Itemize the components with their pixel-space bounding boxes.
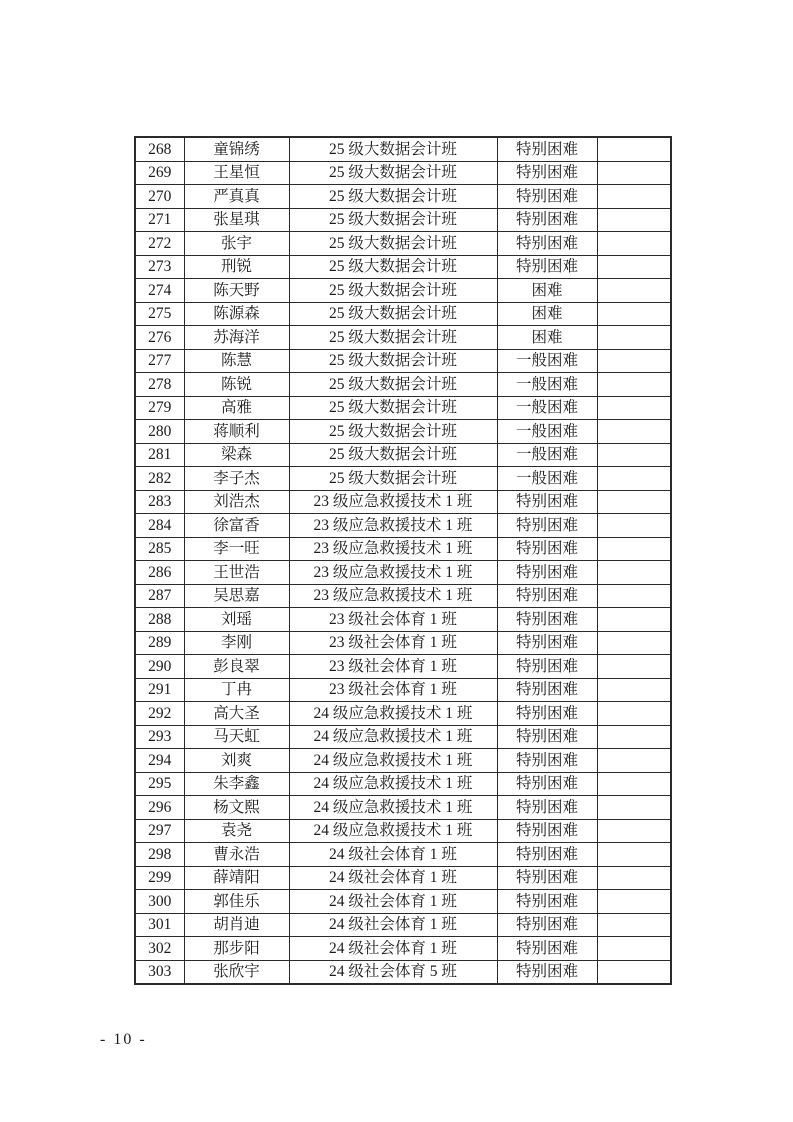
row-number-cell: 300 <box>135 890 184 914</box>
empty-note-cell <box>597 232 671 256</box>
table-row <box>135 514 671 538</box>
row-number-cell: 272 <box>135 232 184 256</box>
class-name-cell: 23 级社会体育 1 班 <box>289 678 497 702</box>
difficulty-level-cell: 一般困难 <box>497 373 597 397</box>
table-row <box>135 819 671 843</box>
table-row <box>135 584 671 608</box>
row-number-cell: 295 <box>135 772 184 796</box>
table-row <box>135 137 671 161</box>
difficulty-level-cell: 特别困难 <box>497 655 597 679</box>
table-row <box>135 866 671 890</box>
table-row <box>135 208 671 232</box>
class-name-cell: 24 级应急救援技术 1 班 <box>289 796 497 820</box>
empty-note-cell <box>597 185 671 209</box>
student-name-cell: 李刚 <box>184 631 289 655</box>
class-name-cell: 24 级应急救援技术 1 班 <box>289 725 497 749</box>
table-row <box>135 890 671 914</box>
row-number-cell: 289 <box>135 631 184 655</box>
table-row <box>135 678 671 702</box>
student-name-cell: 李子杰 <box>184 467 289 491</box>
difficulty-level-cell: 特别困难 <box>497 960 597 984</box>
student-name-cell: 王世浩 <box>184 561 289 585</box>
student-name-cell: 蒋顺利 <box>184 420 289 444</box>
student-name-cell: 陈锐 <box>184 373 289 397</box>
row-number-cell: 271 <box>135 208 184 232</box>
empty-note-cell <box>597 819 671 843</box>
student-name-cell: 杨文熙 <box>184 796 289 820</box>
class-name-cell: 25 级大数据会计班 <box>289 373 497 397</box>
student-name-cell: 那步阳 <box>184 937 289 961</box>
empty-note-cell <box>597 772 671 796</box>
difficulty-level-cell: 特别困难 <box>497 890 597 914</box>
row-number-cell: 288 <box>135 608 184 632</box>
difficulty-level-cell: 一般困难 <box>497 349 597 373</box>
class-name-cell: 23 级应急救援技术 1 班 <box>289 561 497 585</box>
empty-note-cell <box>597 396 671 420</box>
empty-note-cell <box>597 373 671 397</box>
student-name-cell: 朱李鑫 <box>184 772 289 796</box>
table-row <box>135 561 671 585</box>
difficulty-level-cell: 特别困难 <box>497 631 597 655</box>
row-number-cell: 298 <box>135 843 184 867</box>
class-name-cell: 25 级大数据会计班 <box>289 255 497 279</box>
table-row <box>135 631 671 655</box>
row-number-cell: 270 <box>135 185 184 209</box>
empty-note-cell <box>597 302 671 326</box>
difficulty-level-cell: 特别困难 <box>497 796 597 820</box>
student-aid-table <box>134 136 672 985</box>
class-name-cell: 24 级社会体育 1 班 <box>289 913 497 937</box>
student-name-cell: 陈天野 <box>184 279 289 303</box>
row-number-cell: 292 <box>135 702 184 726</box>
difficulty-level-cell: 特别困难 <box>497 749 597 773</box>
student-name-cell: 胡肖迪 <box>184 913 289 937</box>
class-name-cell: 25 级大数据会计班 <box>289 137 497 161</box>
table-row <box>135 490 671 514</box>
student-name-cell: 吴思嘉 <box>184 584 289 608</box>
row-number-cell: 269 <box>135 161 184 185</box>
class-name-cell: 23 级应急救援技术 1 班 <box>289 537 497 561</box>
table-row <box>135 302 671 326</box>
table-row <box>135 232 671 256</box>
table-row <box>135 937 671 961</box>
row-number-cell: 287 <box>135 584 184 608</box>
difficulty-level-cell: 特别困难 <box>497 137 597 161</box>
difficulty-level-cell: 特别困难 <box>497 913 597 937</box>
empty-note-cell <box>597 443 671 467</box>
empty-note-cell <box>597 420 671 444</box>
class-name-cell: 23 级社会体育 1 班 <box>289 655 497 679</box>
student-name-cell: 张欣宇 <box>184 960 289 984</box>
table-row <box>135 185 671 209</box>
student-name-cell: 严真真 <box>184 185 289 209</box>
student-name-cell: 薛靖阳 <box>184 866 289 890</box>
table-row <box>135 326 671 350</box>
class-name-cell: 24 级社会体育 1 班 <box>289 937 497 961</box>
student-name-cell: 高雅 <box>184 396 289 420</box>
row-number-cell: 278 <box>135 373 184 397</box>
class-name-cell: 25 级大数据会计班 <box>289 208 497 232</box>
difficulty-level-cell: 困难 <box>497 326 597 350</box>
empty-note-cell <box>597 490 671 514</box>
difficulty-level-cell: 一般困难 <box>497 443 597 467</box>
table-row <box>135 843 671 867</box>
difficulty-level-cell: 特别困难 <box>497 866 597 890</box>
table-row <box>135 373 671 397</box>
table-row <box>135 608 671 632</box>
table-row <box>135 443 671 467</box>
difficulty-level-cell: 特别困难 <box>497 678 597 702</box>
row-number-cell: 274 <box>135 279 184 303</box>
difficulty-level-cell: 特别困难 <box>497 185 597 209</box>
row-number-cell: 297 <box>135 819 184 843</box>
class-name-cell: 25 级大数据会计班 <box>289 326 497 350</box>
empty-note-cell <box>597 725 671 749</box>
student-name-cell: 陈源森 <box>184 302 289 326</box>
class-name-cell: 25 级大数据会计班 <box>289 232 497 256</box>
empty-note-cell <box>597 279 671 303</box>
empty-note-cell <box>597 161 671 185</box>
difficulty-level-cell: 特别困难 <box>497 561 597 585</box>
class-name-cell: 25 级大数据会计班 <box>289 302 497 326</box>
empty-note-cell <box>597 514 671 538</box>
table-row <box>135 279 671 303</box>
student-name-cell: 高大圣 <box>184 702 289 726</box>
difficulty-level-cell: 特别困难 <box>497 161 597 185</box>
difficulty-level-cell: 特别困难 <box>497 819 597 843</box>
row-number-cell: 299 <box>135 866 184 890</box>
class-name-cell: 23 级应急救援技术 1 班 <box>289 490 497 514</box>
student-name-cell: 刘浩杰 <box>184 490 289 514</box>
student-name-cell: 张星琪 <box>184 208 289 232</box>
class-name-cell: 25 级大数据会计班 <box>289 185 497 209</box>
student-name-cell: 刘爽 <box>184 749 289 773</box>
table-row <box>135 772 671 796</box>
student-name-cell: 刘瑶 <box>184 608 289 632</box>
difficulty-level-cell: 特别困难 <box>497 490 597 514</box>
class-name-cell: 24 级社会体育 5 班 <box>289 960 497 984</box>
empty-note-cell <box>597 937 671 961</box>
class-name-cell: 25 级大数据会计班 <box>289 467 497 491</box>
row-number-cell: 275 <box>135 302 184 326</box>
row-number-cell: 276 <box>135 326 184 350</box>
student-name-cell: 马天虹 <box>184 725 289 749</box>
row-number-cell: 294 <box>135 749 184 773</box>
table-row <box>135 161 671 185</box>
student-name-cell: 童锦绣 <box>184 137 289 161</box>
empty-note-cell <box>597 913 671 937</box>
empty-note-cell <box>597 843 671 867</box>
class-name-cell: 24 级社会体育 1 班 <box>289 843 497 867</box>
class-name-cell: 23 级应急救援技术 1 班 <box>289 514 497 538</box>
table-row <box>135 349 671 373</box>
class-name-cell: 23 级社会体育 1 班 <box>289 631 497 655</box>
empty-note-cell <box>597 208 671 232</box>
row-number-cell: 301 <box>135 913 184 937</box>
row-number-cell: 293 <box>135 725 184 749</box>
empty-note-cell <box>597 349 671 373</box>
row-number-cell: 280 <box>135 420 184 444</box>
class-name-cell: 24 级应急救援技术 1 班 <box>289 749 497 773</box>
row-number-cell: 284 <box>135 514 184 538</box>
page-number: - 10 - <box>100 1031 147 1048</box>
difficulty-level-cell: 特别困难 <box>497 702 597 726</box>
student-name-cell: 曹永浩 <box>184 843 289 867</box>
class-name-cell: 25 级大数据会计班 <box>289 420 497 444</box>
difficulty-level-cell: 特别困难 <box>497 255 597 279</box>
difficulty-level-cell: 特别困难 <box>497 725 597 749</box>
table-row <box>135 420 671 444</box>
student-name-cell: 张宇 <box>184 232 289 256</box>
empty-note-cell <box>597 655 671 679</box>
table-row <box>135 396 671 420</box>
table-row <box>135 702 671 726</box>
student-name-cell: 梁森 <box>184 443 289 467</box>
difficulty-level-cell: 困难 <box>497 302 597 326</box>
class-name-cell: 24 级应急救援技术 1 班 <box>289 702 497 726</box>
empty-note-cell <box>597 960 671 984</box>
difficulty-level-cell: 一般困难 <box>497 396 597 420</box>
row-number-cell: 279 <box>135 396 184 420</box>
table-row <box>135 467 671 491</box>
student-name-cell: 徐富香 <box>184 514 289 538</box>
empty-note-cell <box>597 584 671 608</box>
class-name-cell: 25 级大数据会计班 <box>289 349 497 373</box>
class-name-cell: 25 级大数据会计班 <box>289 396 497 420</box>
difficulty-level-cell: 一般困难 <box>497 467 597 491</box>
difficulty-level-cell: 特别困难 <box>497 232 597 256</box>
empty-note-cell <box>597 255 671 279</box>
student-name-cell: 郭佳乐 <box>184 890 289 914</box>
row-number-cell: 302 <box>135 937 184 961</box>
difficulty-level-cell: 特别困难 <box>497 772 597 796</box>
difficulty-level-cell: 困难 <box>497 279 597 303</box>
student-name-cell: 陈慧 <box>184 349 289 373</box>
student-table-body <box>135 137 671 984</box>
row-number-cell: 281 <box>135 443 184 467</box>
empty-note-cell <box>597 467 671 491</box>
student-name-cell: 丁冉 <box>184 678 289 702</box>
class-name-cell: 25 级大数据会计班 <box>289 279 497 303</box>
difficulty-level-cell: 特别困难 <box>497 843 597 867</box>
class-name-cell: 24 级社会体育 1 班 <box>289 890 497 914</box>
student-name-cell: 袁尧 <box>184 819 289 843</box>
row-number-cell: 296 <box>135 796 184 820</box>
difficulty-level-cell: 特别困难 <box>497 608 597 632</box>
class-name-cell: 24 级应急救援技术 1 班 <box>289 819 497 843</box>
class-name-cell: 24 级应急救援技术 1 班 <box>289 772 497 796</box>
table-row <box>135 255 671 279</box>
row-number-cell: 291 <box>135 678 184 702</box>
student-name-cell: 彭良翠 <box>184 655 289 679</box>
class-name-cell: 23 级社会体育 1 班 <box>289 608 497 632</box>
table-row <box>135 655 671 679</box>
difficulty-level-cell: 特别困难 <box>497 514 597 538</box>
row-number-cell: 273 <box>135 255 184 279</box>
row-number-cell: 290 <box>135 655 184 679</box>
student-name-cell: 刑锐 <box>184 255 289 279</box>
difficulty-level-cell: 特别困难 <box>497 208 597 232</box>
difficulty-level-cell: 特别困难 <box>497 537 597 561</box>
row-number-cell: 277 <box>135 349 184 373</box>
difficulty-level-cell: 一般困难 <box>497 420 597 444</box>
difficulty-level-cell: 特别困难 <box>497 584 597 608</box>
row-number-cell: 283 <box>135 490 184 514</box>
empty-note-cell <box>597 326 671 350</box>
empty-note-cell <box>597 678 671 702</box>
empty-note-cell <box>597 608 671 632</box>
table-row <box>135 960 671 984</box>
empty-note-cell <box>597 137 671 161</box>
empty-note-cell <box>597 796 671 820</box>
empty-note-cell <box>597 631 671 655</box>
empty-note-cell <box>597 561 671 585</box>
empty-note-cell <box>597 890 671 914</box>
empty-note-cell <box>597 702 671 726</box>
class-name-cell: 23 级应急救援技术 1 班 <box>289 584 497 608</box>
table-row <box>135 913 671 937</box>
row-number-cell: 282 <box>135 467 184 491</box>
class-name-cell: 25 级大数据会计班 <box>289 443 497 467</box>
row-number-cell: 286 <box>135 561 184 585</box>
table-row <box>135 725 671 749</box>
class-name-cell: 25 级大数据会计班 <box>289 161 497 185</box>
student-name-cell: 苏海洋 <box>184 326 289 350</box>
empty-note-cell <box>597 749 671 773</box>
table-row <box>135 749 671 773</box>
class-name-cell: 24 级社会体育 1 班 <box>289 866 497 890</box>
difficulty-level-cell: 特别困难 <box>497 937 597 961</box>
row-number-cell: 303 <box>135 960 184 984</box>
table-row <box>135 537 671 561</box>
table-row <box>135 796 671 820</box>
student-name-cell: 李一旺 <box>184 537 289 561</box>
empty-note-cell <box>597 866 671 890</box>
empty-note-cell <box>597 537 671 561</box>
row-number-cell: 268 <box>135 137 184 161</box>
student-name-cell: 王星恒 <box>184 161 289 185</box>
row-number-cell: 285 <box>135 537 184 561</box>
